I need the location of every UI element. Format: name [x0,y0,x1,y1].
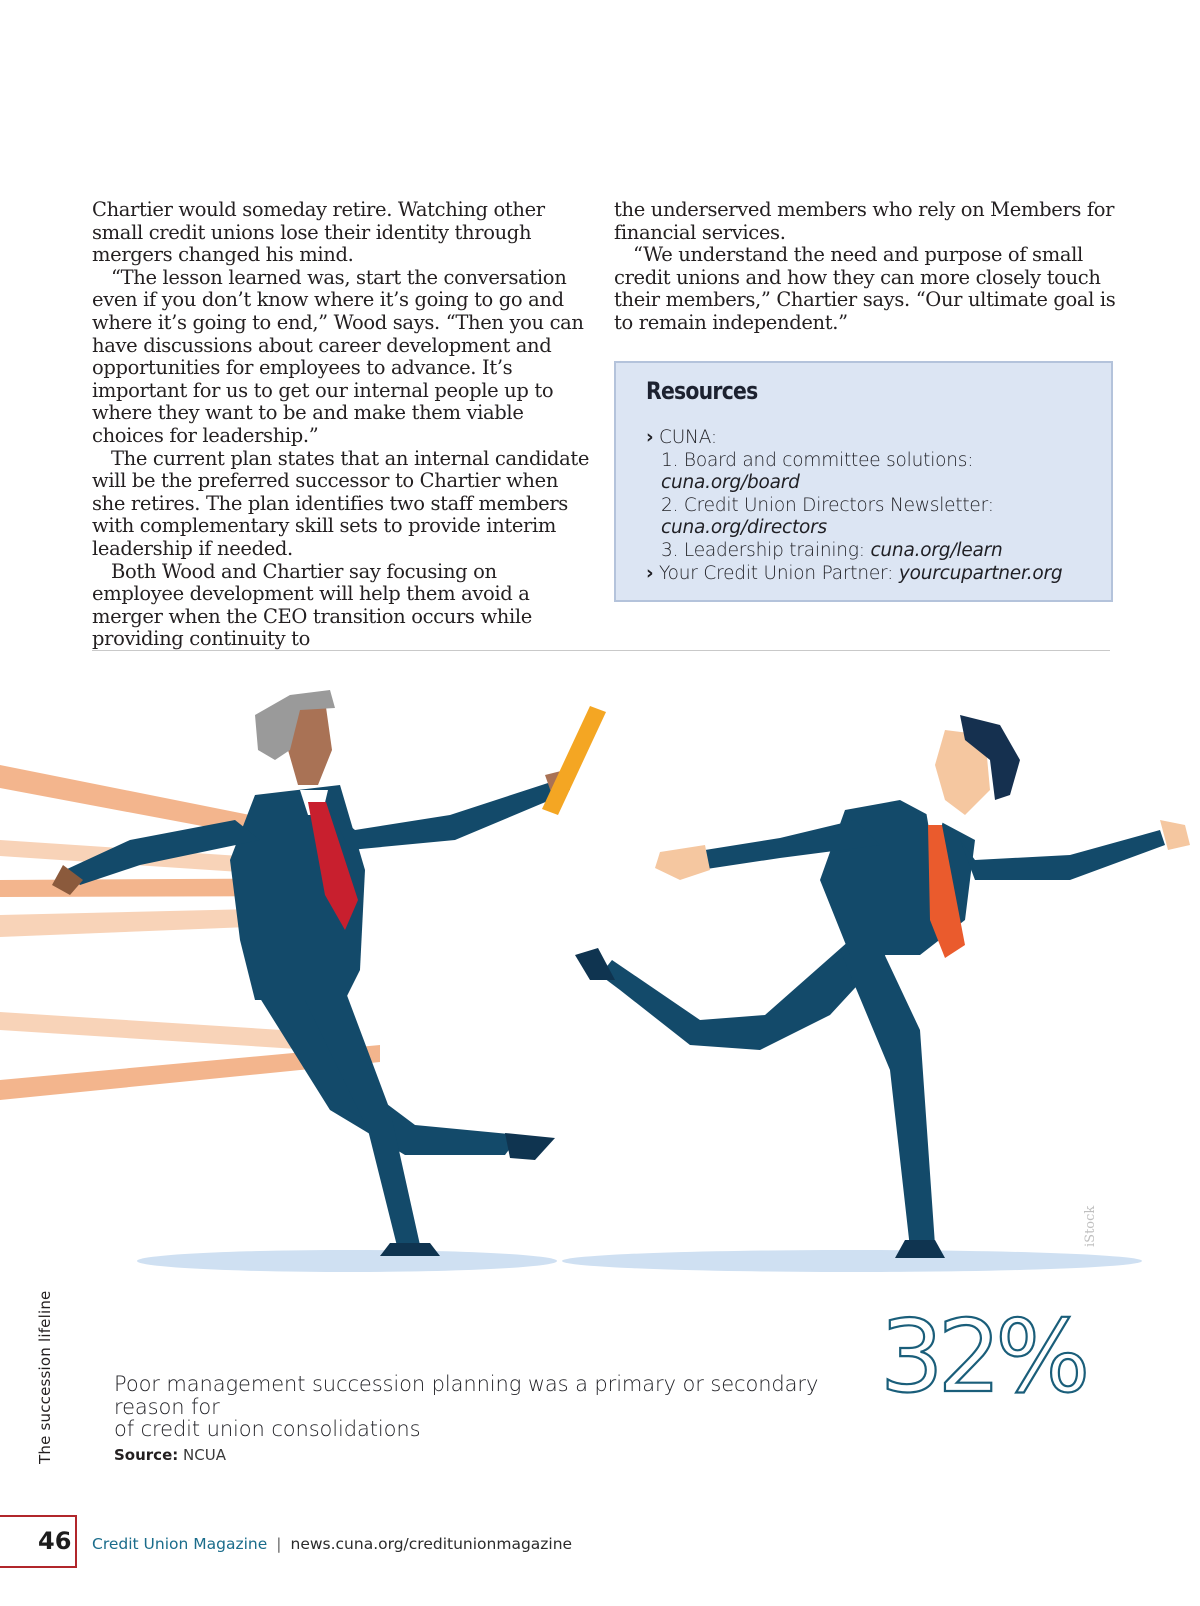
resource-item-label: 3. Leadership training: [661,539,871,561]
resource-item-cuna [646,427,1062,450]
chevron-right-icon: › [646,427,654,448]
stat-source [114,1446,226,1464]
magazine-name: Credit Union Magazine [92,1535,268,1553]
resource-item-1 [646,450,1062,473]
footer-separator: | [276,1535,282,1553]
article-column-left [92,199,592,651]
paragraph: the underserved members who rely on Members for financial services. [614,198,1115,244]
photo-credit: iStock [1083,1205,1098,1247]
paragraph: “We understand the need and purpose of small credit unions and how they can more closely touch their members,” Chartier says. “Our ultimate goal is to remain independent.” [614,243,1116,334]
resources-title: Resources [646,377,758,405]
resource-link-partner[interactable]: yourcupartner.org [898,562,1063,584]
resources-list [646,427,1062,585]
older-man-figure [52,690,606,1256]
section-label: The succession lifeline [36,1290,54,1464]
younger-man-figure [575,715,1190,1258]
paragraph: “The lesson learned was, start the conversation even if you don’t know where it’s going to go and where it’s going to end,” Wood says. “Then you can have discussions about career development and opportunities for employees to advance. It’s important for us to get our internal people up to where they want to be and make them viable choices for leadership.” [92,265,584,447]
ground-shadow-left [137,1250,557,1272]
page-number: 46 [38,1527,72,1555]
section-divider [92,650,1110,651]
paragraph: The current plan states that an internal candidate will be the preferred successor to Chartier when she retires. The plan identifies two staff members with complementary skill sets to provide interim leadership if needed. [92,446,590,560]
stat-line-2: of credit union consolidations [114,1417,421,1442]
source-value: NCUA [183,1446,226,1464]
footer-url[interactable]: news.cuna.org/creditunionmagazine [290,1535,573,1553]
paragraph: Both Wood and Chartier say focusing on employee development will help them avoid a merger when the CEO transition occurs while providing continuity to [92,559,532,651]
stat-line-1: Poor management succession planning was a primary or secondary reason for [114,1372,819,1419]
resource-item-partner [646,563,1062,586]
relay-baton-illustration [0,690,1200,1290]
paragraph: Chartier would someday retire. Watching other small credit unions lose their identity through mergers changed his mind. [92,198,545,267]
resource-link-directors[interactable]: cuna.org/directors [661,517,827,539]
resource-item-3 [646,540,1062,563]
resource-item-2 [646,495,1062,518]
article-column-right [614,199,1124,335]
resource-link-learn[interactable]: cuna.org/learn [870,539,1003,561]
resource-item-2-url [646,517,1062,540]
ground-shadow-right [562,1250,1142,1272]
resource-link-board[interactable]: cuna.org/board [661,472,800,494]
source-label: Source: [114,1446,179,1464]
resource-partner-label: Your Credit Union Partner: [659,562,899,584]
resource-item-label: 1. Board and committee solutions: [661,449,974,471]
resource-item-1-url [646,472,1062,495]
stat-description [114,1373,894,1441]
stat-value: 32% [880,1305,1085,1405]
resources-box [614,361,1113,602]
stat-figure [880,1305,1110,1405]
chevron-right-icon: › [646,562,654,584]
page-footer [92,1535,572,1553]
resource-cuna-label: CUNA: [659,427,717,448]
resource-item-label: 2. Credit Union Directors Newsletter: [661,494,994,516]
